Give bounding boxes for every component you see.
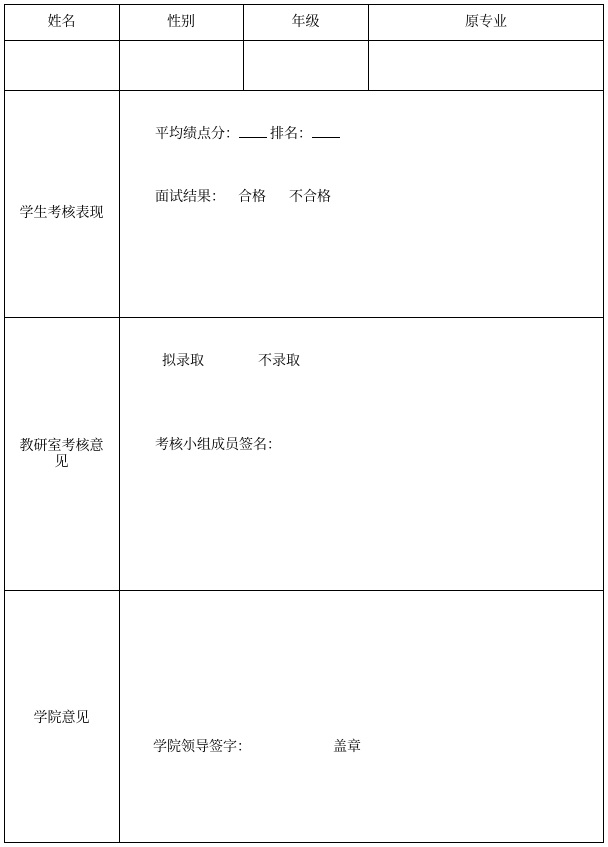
- pass-option[interactable]: 合格: [238, 189, 266, 205]
- rank-label: 排名：: [270, 126, 312, 142]
- gpa-blank[interactable]: [239, 124, 267, 138]
- grade-header: 年级: [291, 14, 320, 30]
- fail-option[interactable]: 不合格: [289, 189, 331, 205]
- gender-cell[interactable]: [120, 41, 243, 90]
- seal-label: 盖章: [333, 739, 361, 755]
- row-divider-info: [4, 90, 604, 91]
- grade-cell[interactable]: [244, 41, 368, 90]
- reject-option[interactable]: 不录取: [258, 353, 300, 369]
- major-header: 原专业: [465, 14, 507, 30]
- college-section-label: 学院意见: [33, 710, 90, 726]
- name-cell[interactable]: [5, 41, 119, 90]
- department-section-label: 教研室考核意见: [19, 438, 104, 470]
- name-header: 姓名: [47, 14, 76, 30]
- rank-blank[interactable]: [312, 124, 340, 138]
- leader-signature-label: 学院领导签字：: [153, 739, 251, 755]
- gpa-label: 平均绩点分：: [155, 126, 239, 142]
- interview-label: 面试结果：: [155, 189, 225, 205]
- gpa-line: [155, 124, 340, 142]
- row-divider-department: [4, 590, 604, 591]
- row-divider-performance: [4, 317, 604, 318]
- gender-header: 性别: [167, 14, 195, 30]
- performance-section-label: 学生考核表现: [19, 205, 104, 221]
- admit-option[interactable]: 拟录取: [162, 353, 204, 369]
- committee-signature-label: 考核小组成员签名：: [155, 437, 281, 453]
- major-cell[interactable]: [369, 41, 604, 90]
- col-divider-1: [119, 4, 120, 843]
